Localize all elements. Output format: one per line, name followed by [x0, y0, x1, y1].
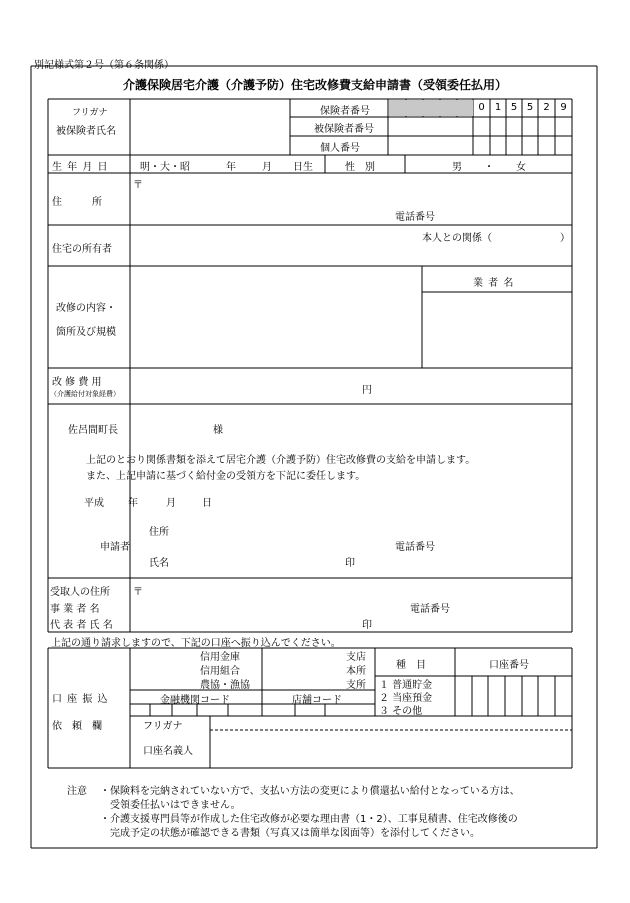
account-holder-label: 口座名義人	[143, 746, 193, 757]
relation-close: ）	[560, 233, 570, 244]
note-1-line-2: 受領委任払いはできません。	[110, 800, 241, 811]
account-kind-label: 種 目	[396, 660, 426, 671]
insurer-digit: 1	[494, 102, 502, 113]
holder-furigana-label: フリガナ	[143, 721, 183, 732]
form-title: 介護保険居宅介護（介護予防）住宅改修費支給申請書（受領委任払用）	[122, 78, 507, 92]
kind-other[interactable]: ３ その他	[379, 706, 423, 717]
cost-label: 改 修 費 用	[52, 377, 102, 388]
transfer-note: 上記の通り請求しますので、下記の口座へ振り込んでください。	[51, 638, 341, 649]
contractor-field[interactable]	[423, 293, 571, 367]
recipient-phone-label: 電話番号	[410, 604, 450, 615]
bank-code-label: 金融機関コード	[160, 695, 230, 706]
insured-name-label: 被保険者氏名	[56, 126, 116, 137]
business-name-label: 事 業 者 名	[50, 604, 100, 615]
form-number: 別記様式第２号（第６条関係）	[34, 60, 174, 71]
sex-female-option[interactable]: 女	[516, 162, 526, 173]
recipient-address-label: 受取人の住所	[50, 587, 110, 598]
birth-year-unit: 年	[226, 162, 236, 173]
renovation-content-field[interactable]	[131, 267, 421, 367]
date-year-unit: 年	[128, 498, 138, 509]
applicant-label: 申請者	[100, 542, 130, 553]
notes-label: 注意	[67, 786, 87, 797]
addressee-honorific: 様	[213, 425, 223, 436]
declaration-line-1: 上記のとおり関係書類を添えて居宅介護（介護予防）住宅改修費の支給を申請します。	[86, 455, 476, 466]
bank-type-nokyo[interactable]: 農協・漁協	[200, 680, 250, 691]
address-phone-label: 電話番号	[395, 212, 435, 223]
insurer-number-label: 保険者番号	[320, 106, 370, 117]
era-options[interactable]: 明・大・昭	[140, 162, 190, 173]
date-day-unit: 日	[202, 498, 212, 509]
address-field[interactable]	[145, 174, 565, 204]
representative-label: 代 表 者 氏 名	[50, 620, 113, 631]
contractor-label: 業 者 名	[473, 278, 515, 289]
bank-request-label: 依 頼 欄	[52, 721, 102, 732]
note-2-line-1: ・介護支援専門員等が作成した住宅改修が必要な理由書（1・2）、工事見積書、住宅改修後の	[100, 814, 518, 825]
cost-sublabel: （介護給付対象経費）	[50, 390, 120, 398]
furigana-label: フリガナ	[72, 108, 108, 118]
birth-date-label: 生 年 月 日	[52, 162, 109, 173]
date-month-unit: 月	[166, 498, 176, 509]
account-number-label: 口座番号	[489, 660, 529, 671]
cost-field[interactable]	[131, 369, 356, 403]
relation-label: 本人との関係（	[422, 233, 492, 244]
branch-code-label: 店舗コード	[292, 695, 342, 706]
branch-type-shiten[interactable]: 支店	[346, 652, 366, 663]
renovation-scope-label: 箇所及び規模	[56, 327, 116, 338]
sex-male-option[interactable]: 男	[452, 162, 462, 173]
applicant-address-label: 住所	[149, 527, 169, 538]
insurer-digit: 5	[526, 102, 534, 113]
kind-checking[interactable]: ２ 当座預金	[379, 693, 433, 704]
cost-yen: 円	[362, 385, 372, 396]
branch-type-honsho[interactable]: 本所	[346, 666, 366, 677]
applicant-name-label: 氏名	[149, 558, 169, 569]
declaration-line-2: また、上記申請に基づく給付金の受領方を下記に委任します。	[86, 471, 366, 482]
birth-day-unit: 日生	[293, 162, 313, 173]
bank-type-shinkumi[interactable]: 信用組合	[200, 666, 240, 677]
birth-month-unit: 月	[262, 162, 272, 173]
insurer-digit: 2	[543, 102, 550, 113]
branch-type-shisho[interactable]: 支所	[346, 680, 366, 691]
date-era: 平成	[84, 498, 104, 509]
insured-number-label: 被保険者番号	[314, 124, 374, 135]
insurer-digit: 9	[560, 102, 567, 113]
note-1-line-1: ・保険料を完納されていない方で、支払い方法の変更により償還払い給付となっている方は、	[100, 786, 520, 797]
recipient-seal: 印	[362, 620, 372, 631]
bank-type-shinkin[interactable]: 信用金庫	[200, 652, 240, 663]
addressee: 佐呂間町長	[68, 425, 118, 436]
applicant-seal: 印	[345, 558, 355, 569]
bank-transfer-label: 口 座 振 込	[52, 694, 109, 705]
account-holder-field[interactable]	[212, 732, 570, 766]
recipient-postal-mark: 〒	[133, 587, 143, 598]
kind-ordinary[interactable]: １ 普通貯金	[379, 680, 433, 691]
insured-name-field[interactable]	[131, 100, 289, 154]
renovation-content-label: 改修の内容・	[56, 303, 116, 314]
insurer-digit: 0	[478, 102, 485, 113]
insurer-digit: 5	[510, 102, 518, 113]
owner-label: 住宅の所有者	[52, 244, 112, 255]
insurer-number-shaded-cells	[389, 100, 473, 116]
owner-field[interactable]	[131, 244, 416, 264]
applicant-phone-label: 電話番号	[395, 542, 435, 553]
address-label: 住 所	[52, 197, 102, 208]
personal-number-label: 個人番号	[320, 143, 360, 154]
note-2-line-2: 完成予定の状態が確認できる書類（写真又は簡単な図面等）を添付してください。	[110, 828, 480, 839]
postal-mark: 〒	[133, 180, 143, 191]
sex-separator: ・	[484, 162, 494, 173]
sex-label: 性 別	[345, 162, 375, 173]
